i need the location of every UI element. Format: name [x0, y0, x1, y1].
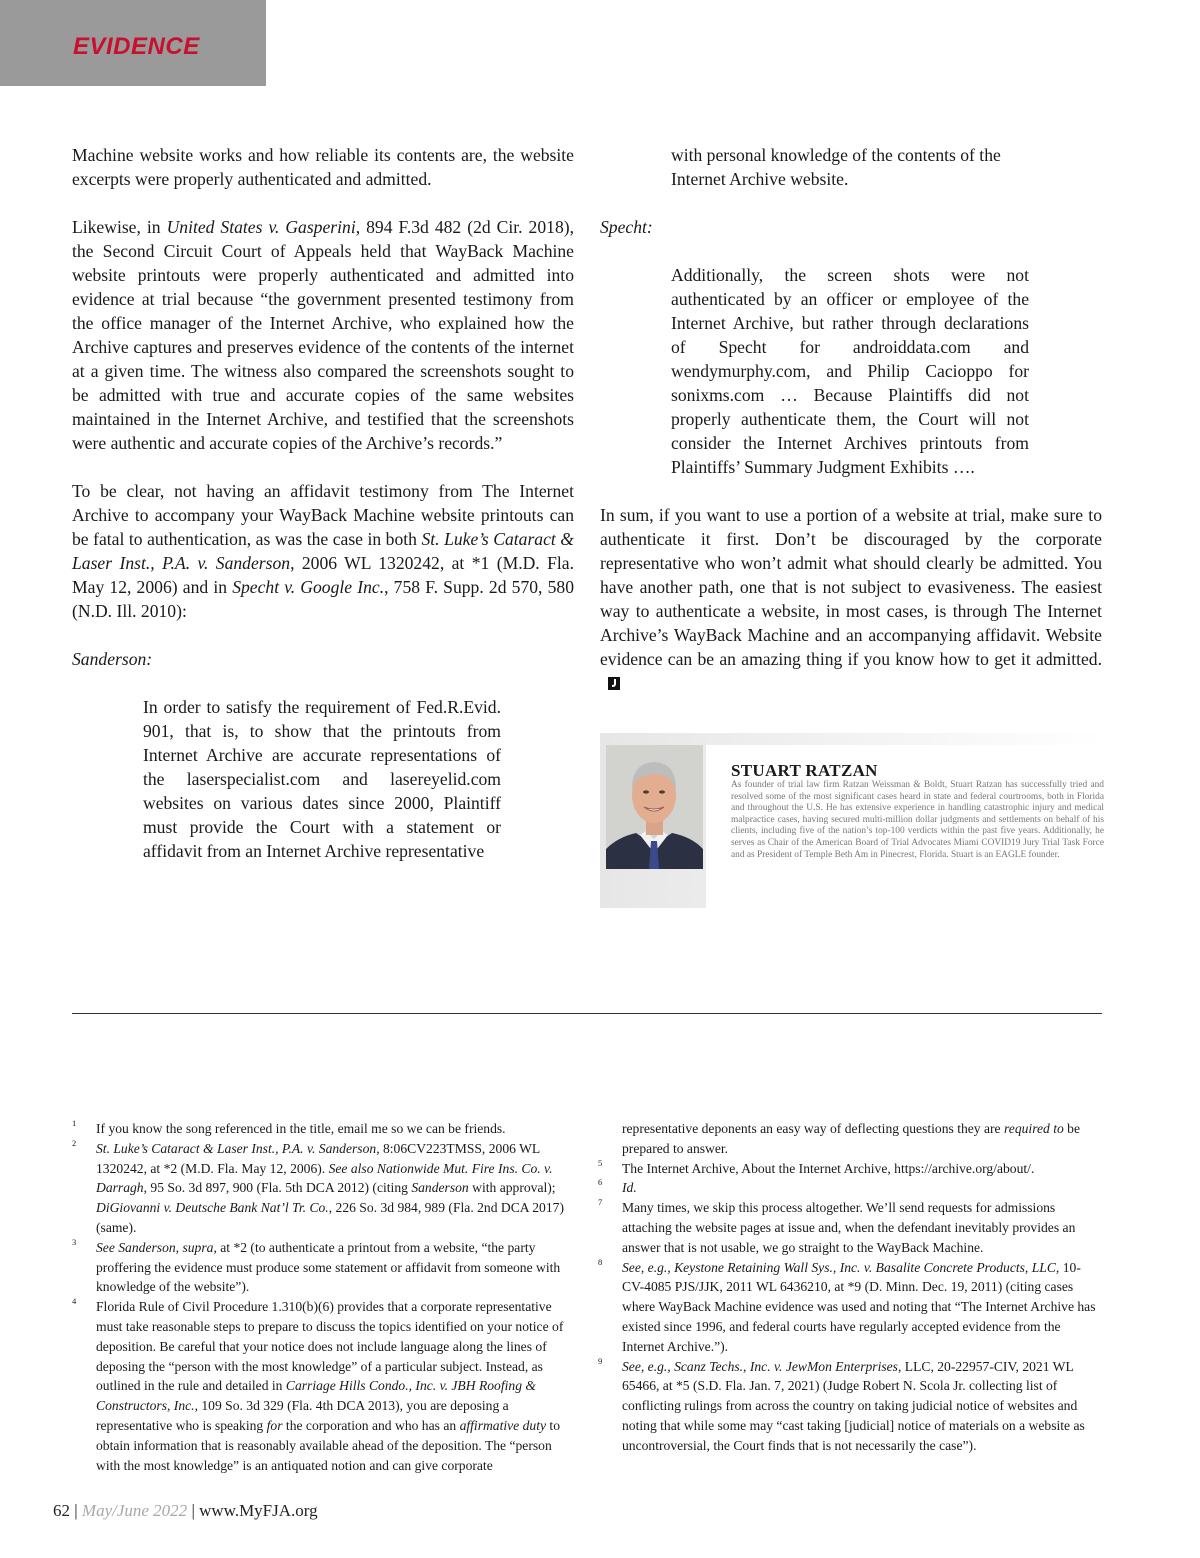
footnote: 9 See, e.g., Scanz Techs., Inc. v. JewMon Enterprises, LLC, 20-22957-CIV, 2021 WL 65466, at *5 (S.D. Fla. Jan. 7, 2021) (Judge Robert N. Scola Jr. collecting list of conflicting rulings from across the country on taking judicial notice of websites and noting that while some may “cast taking [judicial] notice of materials on a website as uncontroversial, the Court finds that is not necessarily the case”).	[598, 1355, 1085, 1453]
paragraph: Likewise, in United States v. Gasperini, 894 F.3d 482 (2d Cir. 2018), the Second Circuit Court of Appeals held that WayBack Machine website printouts were properly authenticated and admitted into evidence at trial because “the government presented testimony from the office manager of the Internet Archive, who explained how the Archive captures and preserves evidence of the contents of the internet at a given time. The witness also compared the screenshots sought to be admitted with true and accurate copies of the same websites maintained in the Internet Archive, and testified that the screenshots were authentic and accurate copies of the Archive’s records.”	[72, 217, 575, 453]
end-of-article-icon	[608, 677, 620, 690]
footnote: 3 See Sanderson, supra, at *2 (to authenticate a printout from a website, “the party proffering the evidence must produce some statement or affidavit from someone with knowledge of the website”).	[72, 1236, 561, 1295]
paragraph: To be clear, not having an affidavit testimony from The Internet Archive to accompany your WayBack Machine website printouts can be fatal to authentication, as was the case in both St. Luke’s Cataract & Laser Inst., P.A. v. Sanderson, 2006 WL 1320242, at *1 (M.D. Fla. May 12, 2006) and in Specht v. Google Inc., 758 F. Supp. 2d 570, 580 (N.D. Ill. 2010):	[72, 481, 574, 621]
conclusion-paragraph: In sum, if you want to use a portion of a website at trial, make sure to authenticate it first. Don’t be discouraged by the corporate representative who won’t admit what should clearly be admitted. You have another path, one that is not subject to evasiveness. The easiest way to authenticate a website, in most cases, is through The Internet Archive’s WayBack Machine and an accompanying affidavit. Website evidence can be an amazing thing if you know how to get it admitted.	[600, 503, 1102, 695]
quote-label-specht: Specht:	[600, 217, 653, 237]
author-bio-box	[600, 733, 1104, 908]
case-citation: United States v. Gasperini	[166, 217, 356, 237]
page-footer: 62 | May/June 2022 | www.MyFJA.org	[53, 1501, 318, 1520]
footnote: 5 The Internet Archive, About the Internet Archive, https://archive.org/about/.	[598, 1157, 1035, 1176]
footnote-divider	[72, 1013, 1102, 1014]
footnote-number: 7	[598, 1197, 603, 1208]
quote-label-sanderson: Sanderson:	[72, 649, 153, 669]
block-quote-continued	[671, 143, 1029, 191]
issue-date: May/June 2022	[81, 1501, 188, 1520]
article-right-column	[600, 143, 1102, 695]
footnotes-right-column	[598, 1119, 1102, 1456]
section-tab	[0, 0, 266, 86]
article-left-column	[72, 143, 574, 863]
footnote: 8 See, e.g., Keystone Retaining Wall Sys., Inc. v. Basalite Concrete Products, LLC, 10-CV-4085 PJS/JJK, 2011 WL 6436210, at *9 (D. Minn. Dec. 19, 2011) (citing cases where WayBack Machine evidence was used and noting that “The Internet Archive has existed since 1996, and federal courts have regularly accepted evidence from the Internet Archive.”).	[598, 1256, 1096, 1354]
page-number: 62	[53, 1501, 70, 1520]
footnote: 2 St. Luke’s Cataract & Laser Inst., P.A. v. Sanderson, 8:06CV223TMSS, 2006 WL 1320242, at *2 (M.D. Fla. May 12, 2006). See also Nationwide Mut. Fire Ins. Co. v. Darragh, 95 So. 3d 897, 900 (Fla. 5th DCA 2012) (citing Sanderson with approval); DiGiovanni v. Deutsche Bank Nat’l Tr. Co., 226 So. 3d 984, 989 (Fla. 2nd DCA 2017) (same).	[72, 1137, 564, 1235]
footnote: 6 Id.	[598, 1177, 637, 1196]
case-citation: Specht v. Google Inc.	[232, 577, 385, 597]
website-url[interactable]: www.MyFJA.org	[199, 1501, 318, 1520]
footnote-number: 6	[598, 1177, 603, 1188]
quote-text: with personal knowledge of the contents of the Internet Archive website.	[671, 145, 1001, 189]
quote-text: Additionally, the screen shots were not authenticated by an officer or employee of the Internet Archive, but rather through declarations of Specht for androiddata.com and wendymurphy.com, and Philip Cacioppo for sonixms.com … Because Plaintiffs did not properly authenticate them, the Court will not consider the Internet Archives printouts from Plaintiffs’ Summary Judgment Exhibits ….	[671, 265, 1029, 477]
footnote-number: 1	[72, 1118, 77, 1128]
footnote-number: 8	[598, 1256, 603, 1267]
footnote-number: 9	[598, 1355, 603, 1366]
block-quote-specht	[671, 263, 1029, 479]
quote-text: In order to satisfy the requirement of Fed.R.Evid. 901, that is, to show that the printouts from Internet Archive are accurate representations of the laserspecialist.com and lasereyelid.com websites on various dates since 2000, Plaintiff must provide the Court with a statement or affidavit from an Internet Archive representative	[143, 697, 501, 861]
footnote: 1 If you know the song referenced in the title, email me so we can be friends.	[72, 1118, 506, 1136]
footnote-number: 2	[72, 1137, 77, 1148]
case-citation: St. Luke’s Cataract & Laser Inst., P.A. v. Sanderson	[72, 529, 574, 573]
footnote-number: 3	[72, 1236, 77, 1247]
author-name: STUART RATZAN	[731, 761, 878, 780]
block-quote-sanderson	[143, 695, 501, 863]
author-bio-text: As founder of trial law firm Ratzan Weissman & Boldt, Stuart Ratzan has successfully tried and resolved some of the most significant cases heard in state and federal courtrooms, both in Florida and throughout the U.S. He has extensive experience in handling catastrophic injury and medical malpractice cases, having secured multi-million dollar judgments and settlements on behalf of his clients, including five of the nation’s top-100 verdicts within the past five years. Additionally, he serves as Chair of the American Board of Trial Advocates Miami COVID19 Jury Trial Task Force and as President of Temple Beth Am in Pinecrest, Florida. Stuart is an EAGLE founder.	[731, 780, 1104, 860]
footnote-continued: representative deponents an easy way of deflecting questions they are required to be prepared to answer.	[622, 1121, 1081, 1156]
footnote: 4 Florida Rule of Civil Procedure 1.310(b)(6) provides that a corporate representative must take reasonable steps to prepare to discuss the topics identified on your notice of deposition. Be careful that your notice does not include language along the lines of deposing the “person with the most knowledge” of a particular subject. Instead, as outlined in the rule and detailed in Carriage Hills Condo., Inc. v. JBH Roofing & Constructors, Inc., 109 So. 3d 329 (Fla. 4th DCA 2013), you are deposing a representative who is speaking for the corporation and who has an affirmative duty to obtain information that is reasonably available ahead of the deposition. The “person with the most knowledge” is an antiquated notion and can give corporate	[72, 1296, 564, 1473]
author-photo	[606, 745, 703, 869]
section-label: EVIDENCE	[73, 33, 200, 60]
paragraph: Machine website works and how reliable its contents are, the website excerpts were properly authenticated and admitted.	[72, 145, 574, 189]
footnotes-left-column	[72, 1119, 576, 1475]
footnote: 7 Many times, we skip this process altogether. We’ll send requests for admissions attaching the website pages at issue and, when the defendant inevitably provides an answer that is not usable, we go straight to the WayBack Machine.	[598, 1197, 1076, 1255]
footnote-number: 5	[598, 1157, 603, 1168]
footnote-number: 4	[72, 1296, 77, 1307]
